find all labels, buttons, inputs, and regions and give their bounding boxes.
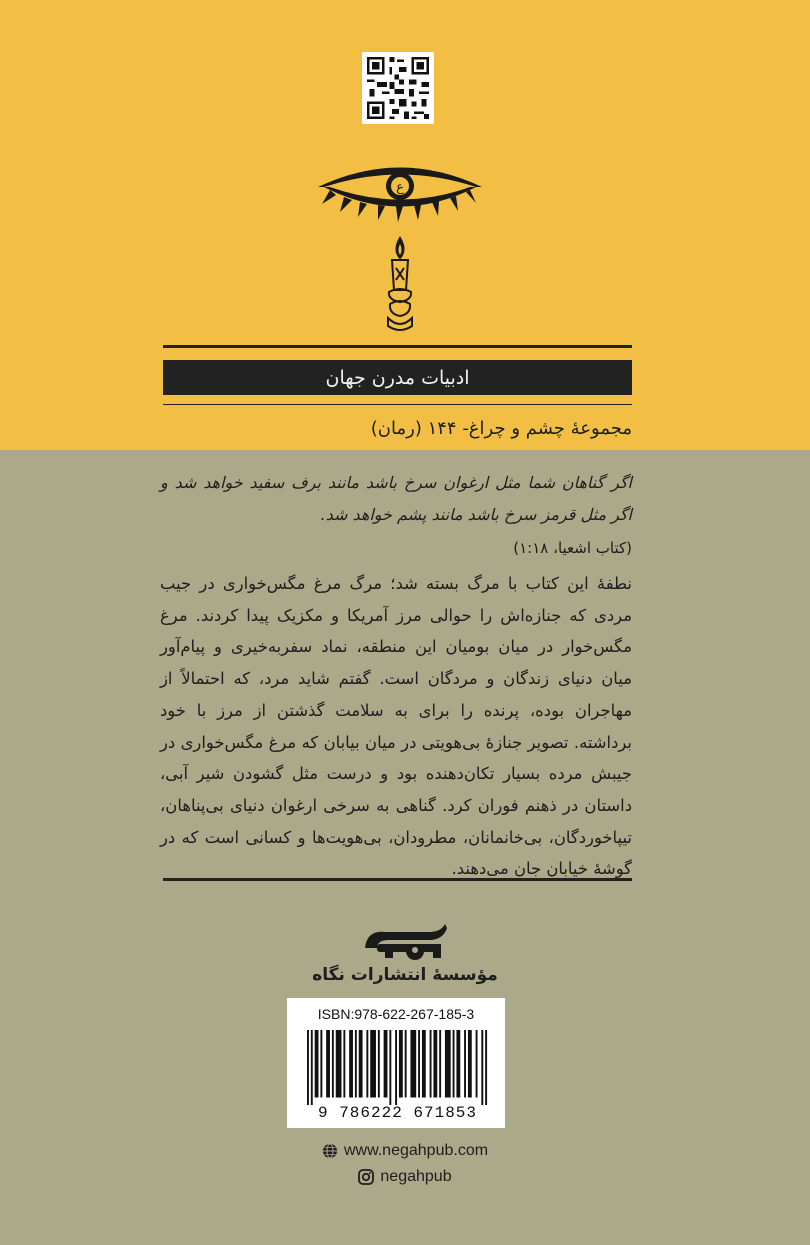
publisher-website[interactable] [290,1142,520,1160]
isbn-label: ISBN:978-622-267-185-3 [317,1006,475,1022]
divider-top [163,345,632,348]
series-subtitle: مجموعهٔ چشم و چراغ- ۱۴۴ (رمان) [370,418,632,439]
epigraph-quote: اگر گناهان شما مثل ارغوان سرخ باشد مانند برف سفید خواهد شد و اگر مثل قرمز سرخ باشد مانند پشم خواهد شد. [160,473,632,524]
publisher-name: مؤسسهٔ انتشارات نگاه [312,965,498,985]
candle-icon [388,238,412,330]
barcode-icon [307,1030,489,1105]
instagram-text: negahpub [380,1168,452,1185]
globe-icon [322,1143,338,1159]
website-text: www.negahpub.com [343,1142,489,1159]
instagram-icon [358,1169,374,1185]
description-paragraph: نطفهٔ این کتاب با مرگ بسته شد؛ مرگ مرغ مگس‌خواری در جیب مردی که جنازه‌اش را حوالی مرز آمریکا و مکزیک پیدا کردند. مرغ مگس‌خوار در میان بومیان این منطقه، نماد سفربه‌خیری و پیام‌آور میان دنیای زندگان و مردگان است. گفتم شاید مرد، که احتمالاً از مهاجران بوده، پرنده را برای به سلامت گذشتن از مرز با خود برداشته. تصویر جنازهٔ بی‌هویتی در میان بیابان که مرغ مگس‌خواری در جیبش مرده بسیار تکان‌دهنده بود و درست مثل گشودن شیر آبی، داستان در ذهنم فوران کرد. گناهی به سرخی ارغوان دنیای بی‌پناهان، تیپاخوردگان، بی‌خانمانان، مطرودان، بی‌هویت‌ها و کسانی است که در گوشهٔ خیابان جان می‌دهند. [160,574,632,879]
isbn-barcode-box [287,998,505,1128]
isbn-digits: 9 786222 671853 [317,1104,478,1122]
svg-text:ع: ع [396,180,404,195]
eye-icon [318,168,482,223]
book-description [160,568,632,885]
epigraph-reference: (کتاب اشعیا، ۱:۱۸) [513,539,632,557]
publisher-logo-icon [355,918,455,966]
qr-code-icon[interactable] [362,52,434,124]
eye-candle-emblem [300,160,500,335]
divider-bottom [163,878,632,881]
series-title: ادبیات مدرن جهان [163,360,632,395]
publisher-instagram[interactable] [290,1168,520,1186]
divider-thin [163,404,632,405]
